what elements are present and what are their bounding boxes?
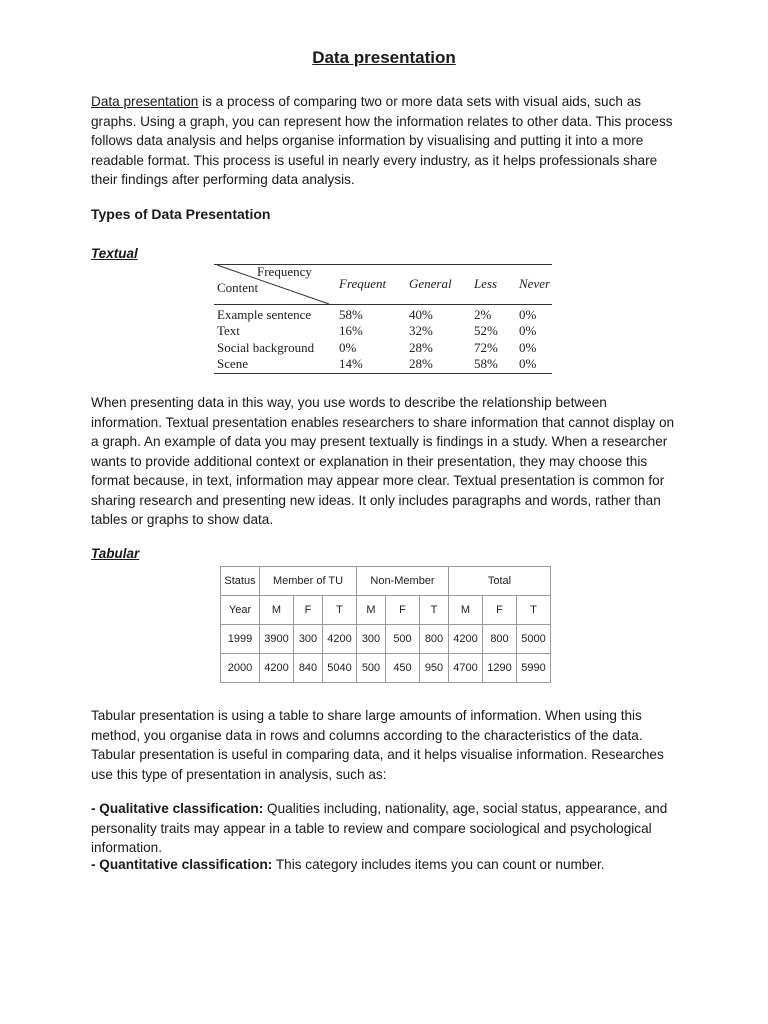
tabular-paragraph: Tabular presentation is using a table to share large amounts of information. When using this method, you organise data in rows and columns according to the characteristics of the data. Tabular presentation is useful in comparing data, and it helps visualise information. Researches use this type of presentation in analysis, such as: xyxy=(91,708,664,782)
intro-term: Data presentation xyxy=(91,94,199,109)
table-cell: 32% xyxy=(409,323,433,338)
table-cell: 58% xyxy=(474,356,498,371)
table-cell: 5040 xyxy=(323,654,357,683)
table-row xyxy=(221,567,551,596)
subcol-header: T xyxy=(517,596,551,625)
tabular-heading: Tabular xyxy=(91,546,140,561)
table-mid-rule xyxy=(214,304,552,305)
textual-heading: Textual xyxy=(91,246,138,261)
bullet-label: - Qualitative classification: xyxy=(91,801,264,816)
bullet-qualitative xyxy=(91,799,677,858)
bullet-text: Qualities including, nationality, age, social status, appearance, and personality traits may appear in a table to review and compare sociological and psychological information. xyxy=(91,801,668,855)
table-cell: 950 xyxy=(420,654,449,683)
table-cell: 300 xyxy=(294,625,323,654)
table-bottom-rule xyxy=(214,373,552,374)
subcol-header: M xyxy=(449,596,483,625)
bullet-text: This category includes items you can count or number. xyxy=(272,857,605,872)
table-cell: 14% xyxy=(339,356,363,371)
table-cell: 28% xyxy=(409,340,433,355)
year-cell: 1999 xyxy=(221,625,260,654)
table-cell: 0% xyxy=(519,340,537,355)
col-header: Frequent xyxy=(339,276,387,291)
table-cell: 40% xyxy=(409,307,433,322)
row-label: Social background xyxy=(217,340,315,355)
types-heading: Types of Data Presentation xyxy=(91,206,271,222)
table-cell: 800 xyxy=(483,625,517,654)
row-label: Text xyxy=(217,323,240,338)
table-cell: 52% xyxy=(474,323,498,338)
table-cell: 16% xyxy=(339,323,363,338)
frequency-table xyxy=(214,262,554,374)
table-cell: 1290 xyxy=(483,654,517,683)
group-header-total: Total xyxy=(449,567,551,596)
table-row xyxy=(221,596,551,625)
textual-paragraph: When presenting data in this way, you use words to describe the relationship between information. Textual presentation enables researchers to share information that cannot display on a graph. An example of data you may present textually is findings in a study. When a researcher wants to provide additional context or explanation in their presentation, they may choose this format because, in text, information may appear more clear. Textual presentation is common for sharing research and presenting new ideas. It only includes paragraphs and words, rather than tables or graphs to show data. xyxy=(91,395,675,527)
table-cell: 500 xyxy=(386,625,420,654)
subcol-header: F xyxy=(294,596,323,625)
table-cell: 5990 xyxy=(517,654,551,683)
table-cell: 5000 xyxy=(517,625,551,654)
subcol-header: F xyxy=(386,596,420,625)
table-cell: 3900 xyxy=(260,625,294,654)
membership-table xyxy=(220,566,551,683)
page-title: Data presentation xyxy=(312,48,456,67)
group-header-member: Member of TU xyxy=(260,567,357,596)
table-cell: 0% xyxy=(339,340,357,355)
table-cell: 58% xyxy=(339,307,363,322)
table-cell: 4200 xyxy=(323,625,357,654)
table-cell: 4700 xyxy=(449,654,483,683)
intro-text: is a process of comparing two or more data sets with visual aids, such as graphs. Using a graph, you can represent how the information relates to other data. This process follows data analysis and helps organise information by visualising and putting it into a more readable format. This process is useful in nearly every industry, as it helps professionals share their findings after performing data analysis. xyxy=(91,94,673,187)
row-label: Scene xyxy=(217,356,249,371)
table-cell: 0% xyxy=(519,323,537,338)
subcol-header: M xyxy=(357,596,386,625)
table-cell: 4200 xyxy=(260,654,294,683)
table-cell: 2% xyxy=(474,307,492,322)
table-cell: 800 xyxy=(420,625,449,654)
table-cell: 72% xyxy=(474,340,498,355)
subcol-header: F xyxy=(483,596,517,625)
intro-paragraph xyxy=(91,92,677,190)
table-cell: 500 xyxy=(357,654,386,683)
table-cell: 0% xyxy=(519,356,537,371)
col-header: Less xyxy=(474,276,498,291)
table-cell: 300 xyxy=(357,625,386,654)
row-label: Example sentence xyxy=(217,307,312,322)
status-header: Status xyxy=(221,567,260,596)
subcol-header: M xyxy=(260,596,294,625)
group-header-nonmember: Non-Member xyxy=(357,567,449,596)
col-header: Never xyxy=(519,276,551,291)
table-row xyxy=(221,625,551,654)
col-header: General xyxy=(409,276,452,291)
year-header: Year xyxy=(221,596,260,625)
header-content: Content xyxy=(217,280,259,295)
subcol-header: T xyxy=(420,596,449,625)
table-cell: 0% xyxy=(519,307,537,322)
header-frequency: Frequency xyxy=(257,264,312,279)
table-row xyxy=(221,654,551,683)
subcol-header: T xyxy=(323,596,357,625)
bullet-quantitative xyxy=(91,855,677,875)
table-cell: 28% xyxy=(409,356,433,371)
table-cell: 4200 xyxy=(449,625,483,654)
bullet-label: - Quantitative classification: xyxy=(91,857,273,872)
table-cell: 450 xyxy=(386,654,420,683)
table-cell: 840 xyxy=(294,654,323,683)
year-cell: 2000 xyxy=(221,654,260,683)
